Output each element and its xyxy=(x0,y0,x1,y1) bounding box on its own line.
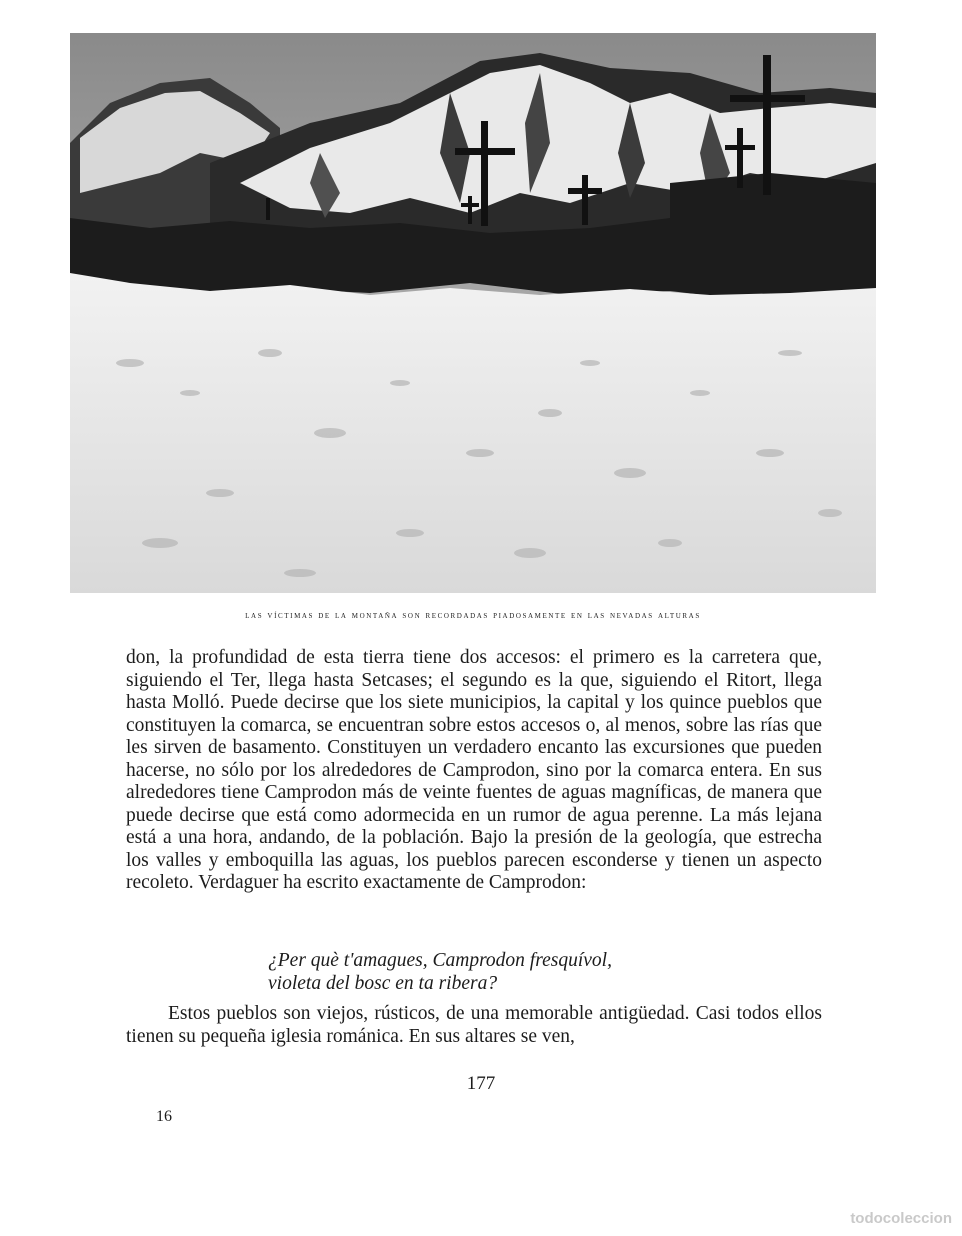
page-number: 177 xyxy=(466,1073,496,1094)
paragraph-2-text: Estos pueblos son viejos, rústicos, de una memorable antigüedad. Casi todos ellos tienen su pequeña iglesia románica. En sus altares se ven, xyxy=(126,1003,822,1047)
verse-quote xyxy=(268,950,612,995)
signature-mark: 16 xyxy=(156,1108,172,1125)
snowy-mountain-crosses-photo-icon xyxy=(70,33,876,593)
watermark: todocoleccion xyxy=(850,1210,952,1227)
photo-caption: las víctimas de la montaña son recordadas piadosamente en las nevadas alturas xyxy=(245,610,701,621)
paragraph-1-text: don, la profundidad de esta tierra tiene dos accesos: el primero es la carretera que, siguiendo el Ter, llega hasta Setcases; el segundo es la que, siguiendo el Ritort, llega hasta Molló. Puede decirse que los siete municipios, la capital y los quince pueblos que constituyen la comarca, se encuentran sobre estos accesos o, al menos, sobre las rías que les sirven de basamento. Constituyen un verdadero encanto las excursiones que pueden hacerse, no sólo por los alrededores de Camprodon, sino por la comarca entera. En sus alrededores tiene Camprodon más de veinte fuentes de aguas magníficas, de manera que puede decirse que está como adormecida en un rumor de agua perenne. La más lejana está a una hora, andando, de la población. Bajo la presión de la geología, que estrecha los valles y emboquilla las aguas, los pueblos parecen esconderse y tienen un aspecto recoleto. Verdaguer ha escrito exactamente de Camprodon: xyxy=(126,647,822,893)
mountain-photo xyxy=(70,33,876,593)
verse-line-1: ¿Per què t'amagues, Camprodon fresquívol, xyxy=(268,950,612,971)
body-paragraph-2 xyxy=(126,1003,822,1048)
verse-line-2: violeta del bosc en ta ribera? xyxy=(268,972,498,994)
body-paragraph-1 xyxy=(126,647,822,895)
